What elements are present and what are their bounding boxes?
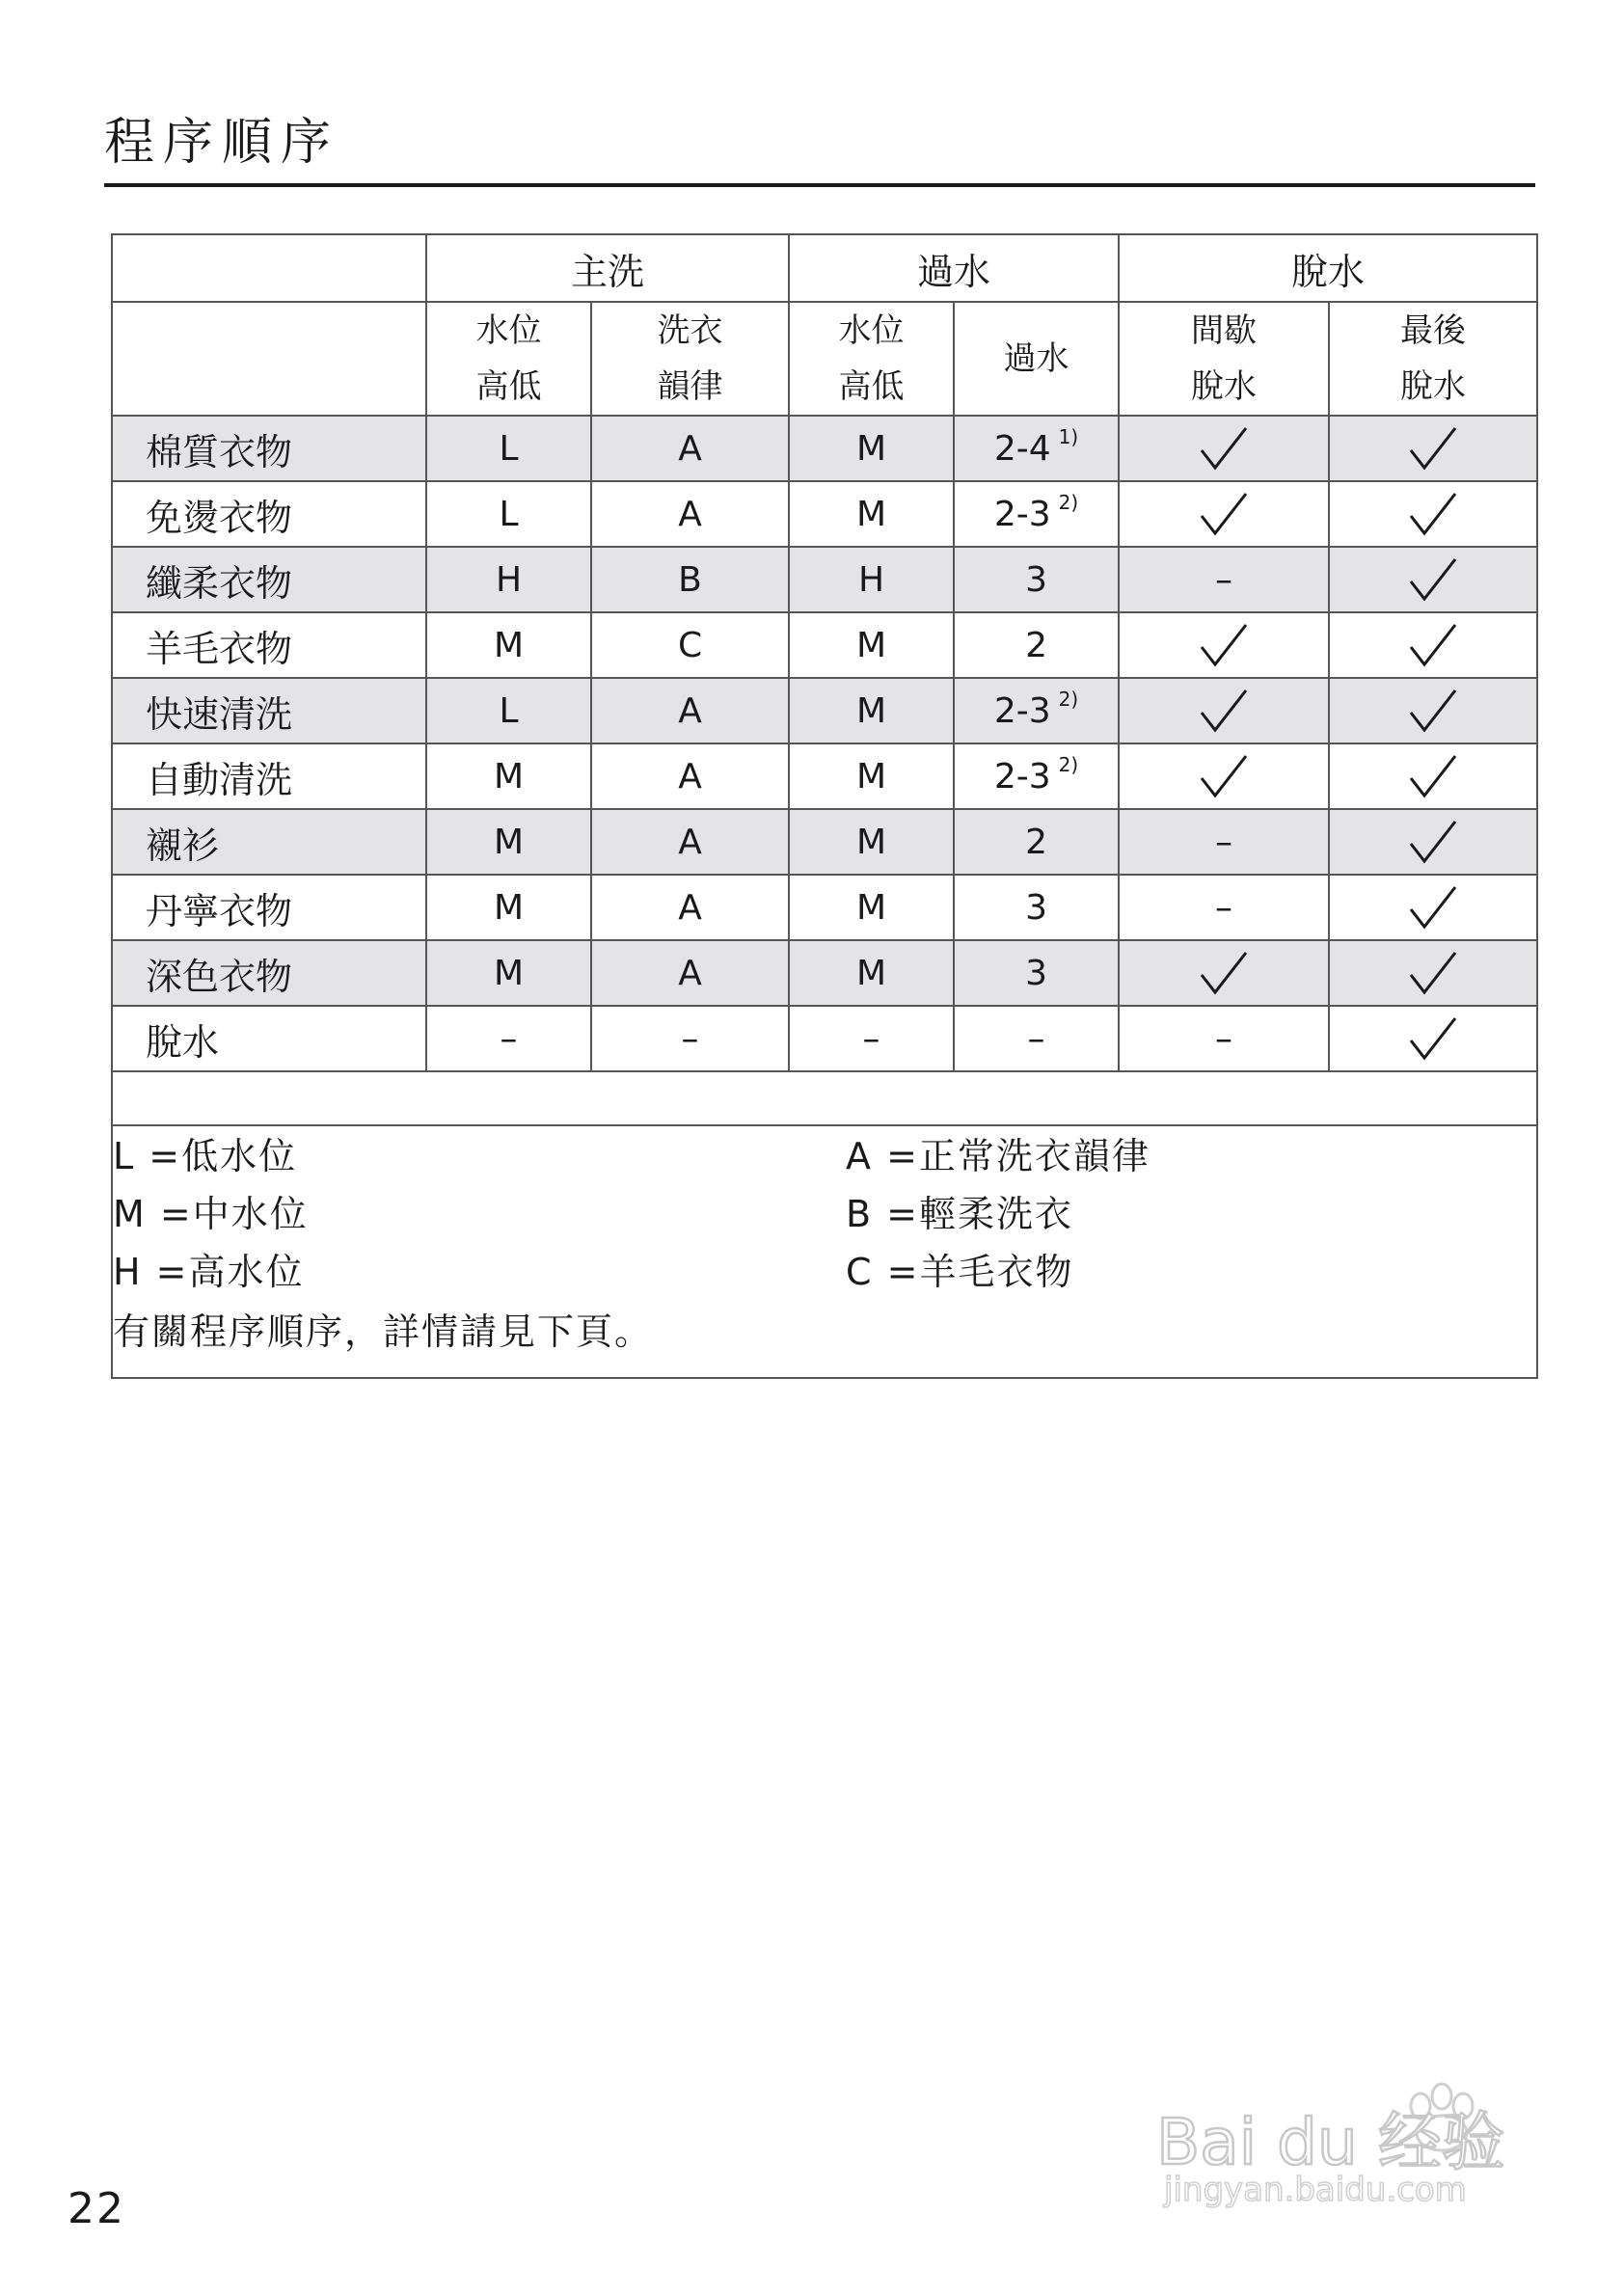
group-main-wash: 主洗	[426, 234, 789, 302]
legend-M: M =中水位	[113, 1193, 309, 1235]
table-row	[112, 875, 1537, 940]
rinse-level-cell: M	[789, 481, 954, 547]
interval-spin-cell	[1119, 678, 1329, 743]
program-name: 纖柔衣物	[112, 547, 426, 612]
program-name: 自動清洗	[112, 743, 426, 809]
water-level-cell: H	[426, 547, 591, 612]
subheader-rinse-count: 過水	[954, 302, 1119, 416]
rinse-count-cell	[954, 809, 1119, 875]
wash-rhythm-cell: A	[591, 809, 789, 875]
final-spin-cell	[1329, 678, 1537, 743]
wash-rhythm-cell: A	[591, 416, 789, 481]
water-level-cell: M	[426, 612, 591, 678]
watermark-logo: Bai du 经验	[1156, 2105, 1505, 2179]
subheader-line: 最後	[1400, 311, 1467, 350]
rinse-level-cell: H	[789, 547, 954, 612]
program-name: 快速清洗	[112, 678, 426, 743]
table-row	[112, 678, 1537, 743]
subheader-line: 韻律	[657, 367, 723, 406]
program-name: 脫水	[112, 1006, 426, 1071]
wash-rhythm-cell: B	[591, 547, 789, 612]
group-header-row	[112, 234, 1537, 302]
legend	[113, 1126, 1536, 1377]
final-spin-cell	[1329, 809, 1537, 875]
corner-cell-lower	[112, 302, 426, 416]
wash-rhythm-cell: C	[591, 612, 789, 678]
subheader-rinse-water-level	[789, 302, 954, 416]
wash-rhythm-cell: –	[591, 1006, 789, 1071]
interval-spin-cell	[1119, 809, 1329, 875]
checkmark-icon	[1199, 753, 1249, 799]
table-row	[112, 481, 1537, 547]
dash-mark: –	[1215, 559, 1233, 600]
title-rule	[104, 183, 1535, 187]
rinse-count-value: 2	[1025, 625, 1047, 665]
subheader-line: 脫水	[1400, 367, 1467, 406]
legend-L: L =低水位	[113, 1135, 298, 1177]
wash-rhythm-cell: A	[591, 678, 789, 743]
spacer-cell	[112, 1071, 1537, 1125]
legend-row	[112, 1125, 1537, 1378]
rinse-count-value: 2-3	[993, 690, 1051, 731]
final-spin-cell	[1329, 875, 1537, 940]
program-name: 棉質衣物	[112, 416, 426, 481]
legend-A: A =正常洗衣韻律	[846, 1135, 1150, 1177]
legend-B: B =輕柔洗衣	[846, 1193, 1073, 1235]
rinse-count-cell	[954, 547, 1119, 612]
subheader-row	[112, 302, 1537, 416]
group-spin: 脫水	[1119, 234, 1537, 302]
final-spin-cell	[1329, 1006, 1537, 1071]
final-spin-cell	[1329, 743, 1537, 809]
rinse-level-cell: M	[789, 875, 954, 940]
subheader-wash-rhythm	[591, 302, 789, 416]
rinse-count-value: 2-3	[993, 756, 1051, 797]
interval-spin-cell	[1119, 612, 1329, 678]
subheader-line: 高低	[475, 367, 542, 406]
footnote-marker: 2)	[1058, 490, 1079, 514]
rinse-count-value: 3	[1025, 559, 1047, 600]
footnote-marker: 1)	[1058, 424, 1079, 448]
watermark-url: jingyan.baidu.com	[1164, 2171, 1467, 2208]
program-name: 襯衫	[112, 809, 426, 875]
subheader-water-level	[426, 302, 591, 416]
table-row	[112, 416, 1537, 481]
corner-cell	[112, 234, 426, 302]
rinse-count-cell	[954, 678, 1119, 743]
footnote-marker: 2)	[1058, 687, 1079, 711]
group-rinse: 過水	[789, 234, 1119, 302]
subheader-line: 洗衣	[657, 311, 723, 350]
rinse-level-cell: M	[789, 809, 954, 875]
final-spin-cell	[1329, 481, 1537, 547]
rinse-count-value: 2	[1025, 822, 1047, 862]
rinse-count-cell	[954, 875, 1119, 940]
page-title: 程序順序	[104, 114, 340, 172]
checkmark-icon	[1408, 622, 1458, 668]
rinse-count-value: 3	[1025, 953, 1047, 993]
rinse-level-cell: M	[789, 743, 954, 809]
table-row	[112, 547, 1537, 612]
dash-mark: –	[1215, 822, 1233, 862]
wash-rhythm-cell: A	[591, 743, 789, 809]
wash-rhythm-cell: A	[591, 481, 789, 547]
checkmark-icon	[1199, 950, 1249, 996]
final-spin-cell	[1329, 416, 1537, 481]
dash-mark: –	[1215, 1018, 1233, 1059]
program-name: 丹寧衣物	[112, 875, 426, 940]
dash-mark: –	[1215, 887, 1233, 928]
spacer-row	[112, 1071, 1537, 1125]
rinse-count-cell	[954, 743, 1119, 809]
table-row	[112, 809, 1537, 875]
rinse-count-cell	[954, 940, 1119, 1006]
program-rows	[112, 416, 1537, 1071]
checkmark-icon	[1408, 556, 1458, 603]
rinse-count-cell	[954, 481, 1119, 547]
interval-spin-cell	[1119, 547, 1329, 612]
legend-C: C =羊毛衣物	[846, 1251, 1074, 1293]
rinse-level-cell: M	[789, 612, 954, 678]
interval-spin-cell	[1119, 481, 1329, 547]
rinse-count-cell	[954, 416, 1119, 481]
interval-spin-cell	[1119, 940, 1329, 1006]
checkmark-icon	[1199, 688, 1249, 734]
checkmark-icon	[1199, 491, 1249, 537]
final-spin-cell	[1329, 547, 1537, 612]
checkmark-icon	[1408, 884, 1458, 931]
interval-spin-cell	[1119, 416, 1329, 481]
table-row	[112, 612, 1537, 678]
water-level-cell: M	[426, 809, 591, 875]
subheader-line: 水位	[838, 311, 905, 350]
final-spin-cell	[1329, 940, 1537, 1006]
rinse-level-cell: M	[789, 940, 954, 1006]
footnote-marker: 2)	[1058, 752, 1079, 776]
water-level-cell: M	[426, 743, 591, 809]
water-level-cell: L	[426, 678, 591, 743]
interval-spin-cell	[1119, 875, 1329, 940]
rinse-level-cell: M	[789, 416, 954, 481]
interval-spin-cell	[1119, 743, 1329, 809]
water-level-cell: M	[426, 875, 591, 940]
rinse-count-value: 3	[1025, 887, 1047, 928]
checkmark-icon	[1408, 491, 1458, 537]
water-level-cell: L	[426, 481, 591, 547]
rinse-count-cell	[954, 612, 1119, 678]
checkmark-icon	[1408, 425, 1458, 472]
subheader-line: 間歇	[1191, 311, 1258, 350]
rinse-level-cell: M	[789, 678, 954, 743]
checkmark-icon	[1408, 950, 1458, 996]
rinse-count-value: –	[1027, 1018, 1045, 1059]
checkmark-icon	[1199, 622, 1249, 668]
wash-rhythm-cell: A	[591, 940, 789, 1006]
checkmark-icon	[1408, 688, 1458, 734]
subheader-line: 脫水	[1191, 367, 1258, 406]
checkmark-icon	[1408, 819, 1458, 865]
rinse-count-cell	[954, 1006, 1119, 1071]
table-row	[112, 743, 1537, 809]
legend-cell	[112, 1125, 1537, 1378]
subheader-interval-spin	[1119, 302, 1329, 416]
water-level-cell: L	[426, 416, 591, 481]
water-level-cell: M	[426, 940, 591, 1006]
checkmark-icon	[1199, 425, 1249, 472]
table-row	[112, 1006, 1537, 1071]
rinse-count-value: 2-4	[993, 428, 1051, 469]
rinse-level-cell: –	[789, 1006, 954, 1071]
table-row	[112, 940, 1537, 1006]
subheader-line: 水位	[475, 311, 542, 350]
wash-rhythm-cell: A	[591, 875, 789, 940]
legend-note: 有關程序順序，詳情請見下頁。	[113, 1310, 654, 1353]
interval-spin-cell	[1119, 1006, 1329, 1071]
program-name: 羊毛衣物	[112, 612, 426, 678]
program-name: 免燙衣物	[112, 481, 426, 547]
rinse-count-value: 2-3	[993, 494, 1051, 534]
subheader-final-spin	[1329, 302, 1537, 416]
legend-H: H =高水位	[113, 1251, 305, 1293]
baidu-watermark	[1152, 2064, 1538, 2208]
page-number: 22	[68, 2184, 125, 2233]
checkmark-icon	[1408, 753, 1458, 799]
program-table	[111, 233, 1538, 1379]
checkmark-icon	[1408, 1015, 1458, 1062]
water-level-cell: –	[426, 1006, 591, 1071]
final-spin-cell	[1329, 612, 1537, 678]
program-name: 深色衣物	[112, 940, 426, 1006]
subheader-line: 高低	[838, 367, 905, 406]
